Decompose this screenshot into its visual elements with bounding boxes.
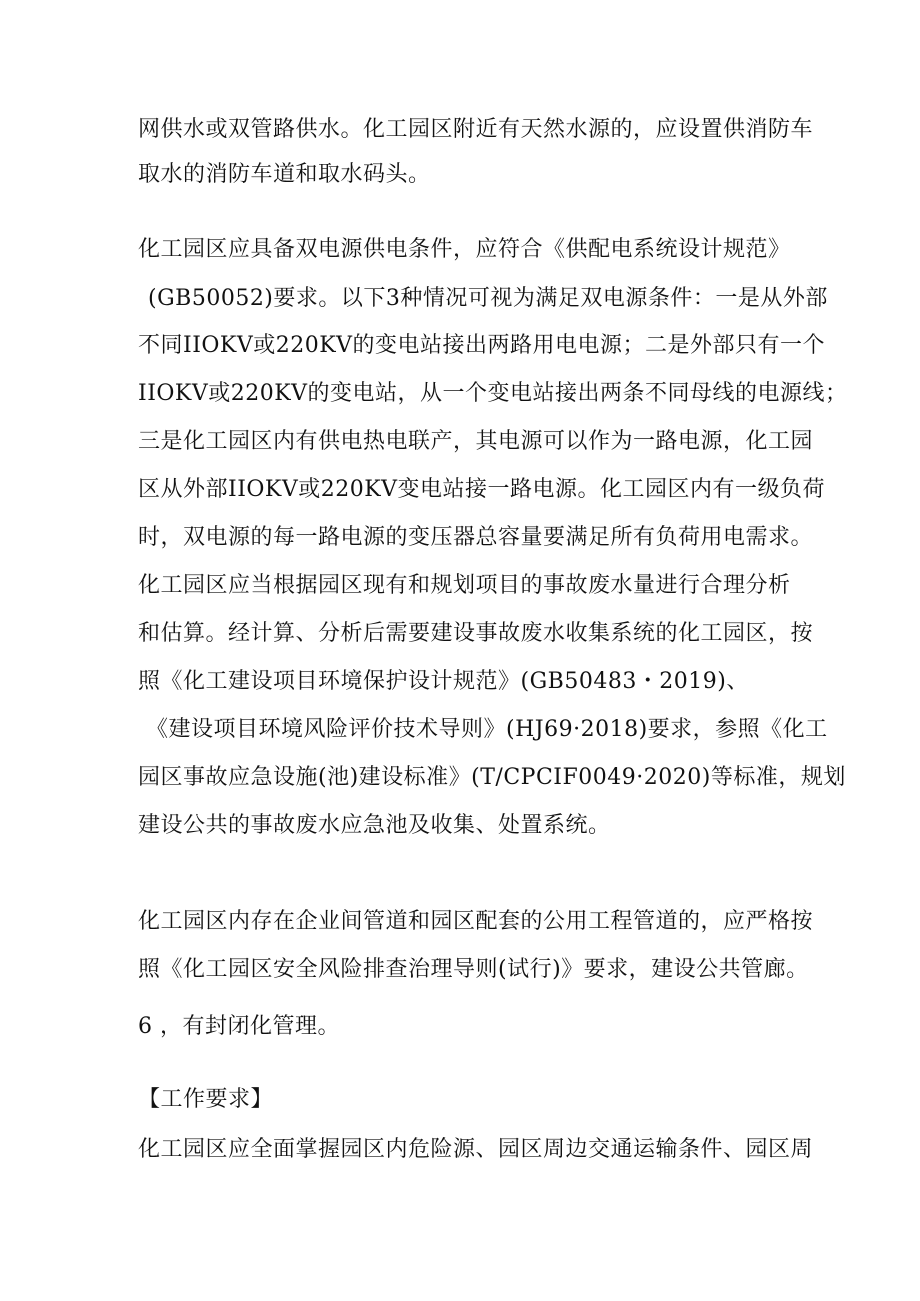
text-line-13: 《建设项目环境风险评价技术导则》(HJ69·2018)要求，参照《化工 xyxy=(146,717,828,742)
text-line-5: 不同IIOKV或220KV的变电站接出两路用电电源；二是外部只有一个 xyxy=(138,333,826,358)
list-item-6: 6 ，有封闭化管理。 xyxy=(138,1014,340,1039)
text-line-9: 时，双电源的每一路电源的变压器总容量要满足所有负荷用电需求。 xyxy=(138,525,814,550)
text-line-8: 区从外部IIOKV或220KV变电站接一路电源。化工园区内有一级负荷 xyxy=(138,477,826,502)
text-line-1: 网供水或双管路供水。化工园区附近有天然水源的，应设置供消防车 xyxy=(138,117,814,142)
text-line-14: 园区事故应急设施(池)建设标准》(T/CPCIF0049·2020)等标准，规划 xyxy=(138,765,846,790)
text-line-3: 化工园区应具备双电源供电条件，应符合《供配电系统设计规范》 xyxy=(138,237,791,262)
text-line-7: 三是化工园区内有供电热电联产，其电源可以作为一路电源，化工园 xyxy=(138,429,814,454)
section-heading: 【工作要求】 xyxy=(138,1087,274,1112)
text-line-20: 化工园区应全面掌握园区内危险源、园区周边交通运输条件、园区周 xyxy=(138,1137,814,1162)
text-line-16: 化工园区内存在企业间管道和园区配套的公用工程管道的，应严格按 xyxy=(138,909,814,934)
text-line-10: 化工园区应当根据园区现有和规划项目的事故废水量进行合理分析 xyxy=(138,573,791,598)
text-line-12: 照《化工建设项目环境保护设计规范》(GB50483・2019)、 xyxy=(138,669,749,694)
text-line-17: 照《化工园区安全风险排查治理导则(试行)》要求，建设公共管廊。 xyxy=(138,957,809,982)
text-line-11: 和估算。经计算、分析后需要建设事故废水收集系统的化工园区，按 xyxy=(138,621,814,646)
text-line-2: 取水的消防车道和取水码头。 xyxy=(138,162,431,187)
text-line-4: (GB50052)要求。以下3种情况可视为满足双电源条件：一是从外部 xyxy=(148,286,828,311)
text-line-6: IIOKV或220KV的变电站，从一个变电站接出两条不同母线的电源线； xyxy=(138,381,848,406)
text-line-15: 建设公共的事故废水应急池及收集、处置系统。 xyxy=(138,813,611,838)
